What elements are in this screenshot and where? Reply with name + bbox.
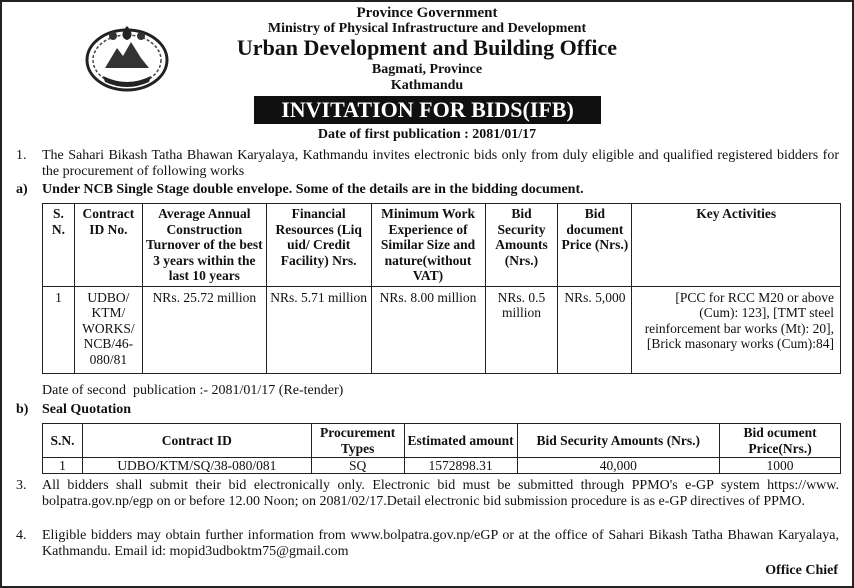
header-ministry: Ministry of Physical Infrastructure and Development <box>267 21 587 36</box>
column-header: Average Annual Construction Turnover of the best 3 years within the last 10 years <box>142 204 266 287</box>
item-1-text: The Sahari Bikash Tatha Bhawan Karyalaya, Kathmandu invites electronic bids only from duly eligible and qualified registered bidders for the procurement of following works <box>42 148 839 179</box>
header-office-name: Urban Development and Building Office <box>236 35 618 60</box>
table-row <box>43 286 841 373</box>
header-province: Bagmati, Province <box>371 62 483 77</box>
cell-estimated-amount: 1572898.31 <box>404 458 517 474</box>
column-header: S. N. <box>43 204 75 287</box>
cell-contract-id: UDBO/ KTM/ WORKS/ NCB/46-080/81 <box>74 286 142 373</box>
section-a-heading: Under NCB Single Stage double envelope. Some of the details are in the bidding document. <box>42 182 584 197</box>
item-3-number: 3. <box>16 478 27 493</box>
item-4-number: 4. <box>16 528 27 543</box>
column-header: Minimum Work Experience of Similar Size and nature(without VAT) <box>371 204 485 287</box>
cell-contract-id: UDBO/KTM/SQ/38-080/081 <box>82 458 311 474</box>
column-header: S.N. <box>43 424 83 458</box>
item-1-number: 1. <box>16 148 27 163</box>
cell-bid-security: 40,000 <box>517 458 720 474</box>
header-province-government: Province Government <box>356 5 498 21</box>
item-4-text: Eligible bidders may obtain further information from www.bolpatra.gov.np/eGP or at the office of Sahari Bikash Tatha Bhawan Karyalaya, Kathmandu. Email id: mopid3udboktm75@gmail.com <box>42 528 839 559</box>
cell-experience: NRs. 8.00 million <box>371 286 485 373</box>
cell-procurement-type: SQ <box>311 458 404 474</box>
cell-doc-price: 1000 <box>720 458 841 474</box>
table-row <box>43 458 841 474</box>
column-header: Key Activities <box>632 204 841 287</box>
seal-quotation-table <box>42 423 841 474</box>
first-publication-date: Date of first publication : 2081/01/17 <box>317 127 537 142</box>
section-b-label: b) <box>16 402 29 417</box>
works-table <box>42 203 841 374</box>
cell-sn: 1 <box>43 286 75 373</box>
signature-office-chief: Office Chief <box>765 563 838 578</box>
section-b-heading: Seal Quotation <box>42 402 132 417</box>
cell-sn: 1 <box>43 458 83 474</box>
notice-title: INVITATION FOR BIDS(IFB) <box>254 96 601 124</box>
cell-financial: NRs. 5.71 million <box>266 286 371 373</box>
table-header-row <box>43 204 841 287</box>
second-publication-date: Date of second publication :- 2081/01/17 (Re-tender) <box>42 383 344 398</box>
column-header: Estimated amount <box>404 424 517 458</box>
item-3-text: All bidders shall submit their bid electronically only. Electronic bid must be submitted through PPMO's e-GP system https://www. bolpatra.gov.np/egp on or before 12.00 Noon; on 2081/02/17.Detail electronic bid submission procedure is as e-GP directives of PPMO. <box>42 478 839 509</box>
cell-doc-price: NRs. 5,000 <box>558 286 632 373</box>
column-header: Bid Security Amounts (Nrs.) <box>517 424 720 458</box>
cell-turnover: NRs. 25.72 million <box>142 286 266 373</box>
column-header: Procurement Types <box>311 424 404 458</box>
column-header: Contract ID No. <box>74 204 142 287</box>
section-a-label: a) <box>16 182 28 197</box>
column-header: Bid document Price (Nrs.) <box>558 204 632 287</box>
header-city: Kathmandu <box>390 78 464 93</box>
table-header-row <box>43 424 841 458</box>
column-header: Contract ID <box>82 424 311 458</box>
column-header: Bid ocument Price(Nrs.) <box>720 424 841 458</box>
cell-key-activities: [PCC for RCC M20 or above (Cum): 123], [TMT steel reinforcement bar works (Mt): 20], [Brick masonary works (Cum):84] <box>632 286 841 373</box>
column-header: Financial Resources (Liq uid/ Credit Facility) Nrs. <box>266 204 371 287</box>
column-header: Bid Security Amounts (Nrs.) <box>485 204 558 287</box>
cell-bid-security: NRs. 0.5 million <box>485 286 558 373</box>
